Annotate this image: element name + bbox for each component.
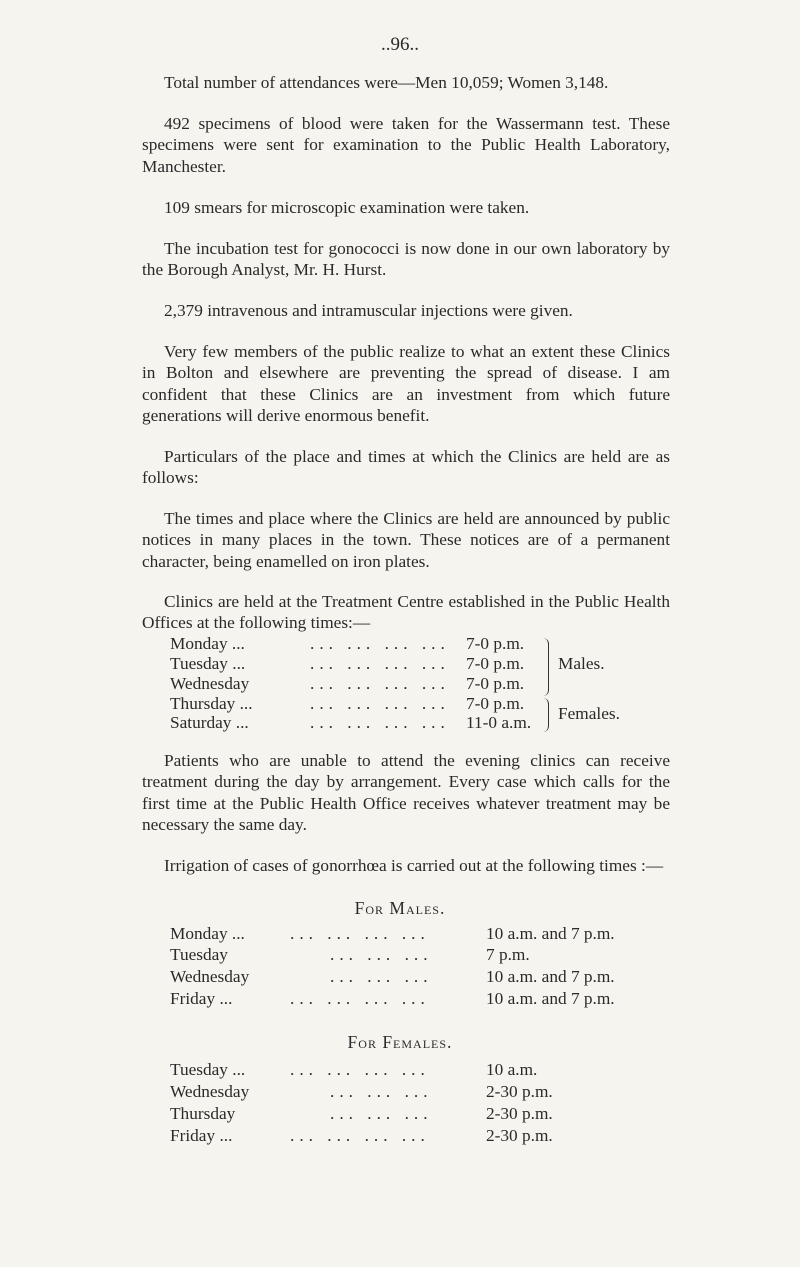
schedule-dots: ... ... ... ... [310,654,450,673]
schedule-day: Wednesday [170,674,250,693]
females-time: 10 a.m. [486,1060,538,1079]
schedule-time: 7-0 p.m. [466,674,525,693]
paragraph-clinics-benefit: Very few members of the public realize to what an extent these Clinics in Bolton and elsewhere are preventing the spread of disease. I am confident that these Clinics are an investment from which future generations will derive enormous benefit. [142,342,670,425]
females-dots: ... ... ... [330,1082,433,1101]
schedule-day: Thursday ... [170,694,253,713]
females-dots: ... ... ... ... [290,1126,430,1145]
males-time: 10 a.m. and 7 p.m. [486,924,615,943]
schedule-dots: ... ... ... ... [310,694,450,713]
paragraph-attendances: Total number of attendances were—Men 10,059; Women 3,148. [164,73,609,92]
schedule-day: Saturday ... [170,713,249,732]
males-dots: ... ... ... [330,945,433,964]
paragraph-notices: The times and place where the Clinics are held are announced by public notices in many places in the town. These notices are of a permanent character, being enamelled on iron plates. [142,509,670,571]
schedule-day: Tuesday ... [170,654,246,673]
schedule-time: 7-0 p.m. [466,694,525,713]
schedule-day: Monday ... [170,634,245,653]
females-time: 2-30 p.m. [486,1126,553,1145]
females-label: Females. [558,704,620,723]
schedule-dots: ... ... ... ... [310,713,450,732]
males-day: Tuesday [170,945,228,964]
females-dots: ... ... ... ... [290,1060,430,1079]
males-dots: ... ... ... ... [290,989,430,1008]
males-day: Wednesday [170,967,250,986]
paragraph-patients-unable: Patients who are unable to attend the evening clinics can receive treatment during the day by arrangement. Every case which calls for the first time at the Public Health Office receives whatever treatment may be necessary the same day. [142,751,670,834]
females-brace [540,698,549,732]
males-heading: For Males. [354,898,446,918]
schedule-time: 11-0 a.m. [466,713,532,732]
males-day: Friday ... [170,989,233,1008]
females-heading: For Females. [347,1032,453,1052]
paragraph-specimens: 492 specimens of blood were taken for the Wassermann test. These specimens were sent for examination to the Public Health Laboratory, Manchester. [142,114,670,176]
females-day: Tuesday ... [170,1060,246,1079]
females-dots: ... ... ... [330,1104,433,1123]
males-time: 10 a.m. and 7 p.m. [486,967,615,986]
males-brace [540,638,549,696]
paragraph-particulars: Particulars of the place and times at which the Clinics are held are as follows: [142,447,670,488]
males-dots: ... ... ... [330,967,433,986]
paragraph-treatment-centre: Clinics are held at the Treatment Centre established in the Public Health Offices at the following times:— [142,592,670,633]
page-number: ..96.. [381,34,419,55]
schedule-time: 7-0 p.m. [466,634,525,653]
females-day: Thursday [170,1104,236,1123]
paragraph-incubation: The incubation test for gonococci is now done in our own laboratory by the Borough Analyst, Mr. H. Hurst. [142,239,670,280]
males-label: Males. [558,654,605,673]
paragraph-irrigation: Irrigation of cases of gonorrhœa is carried out at the following times :— [164,856,664,875]
males-time: 10 a.m. and 7 p.m. [486,989,615,1008]
schedule-dots: ... ... ... ... [310,674,450,693]
paragraph-smears: 109 smears for microscopic examination were taken. [164,198,530,217]
females-time: 2-30 p.m. [486,1104,553,1123]
schedule-dots: ... ... ... ... [310,634,450,653]
females-day: Wednesday [170,1082,250,1101]
females-day: Friday ... [170,1126,233,1145]
schedule-time: 7-0 p.m. [466,654,525,673]
females-time: 2-30 p.m. [486,1082,553,1101]
males-day: Monday ... [170,924,245,943]
paragraph-injections: 2,379 intravenous and intramuscular injections were given. [164,301,573,320]
males-time: 7 p.m. [486,945,530,964]
males-dots: ... ... ... ... [290,924,430,943]
